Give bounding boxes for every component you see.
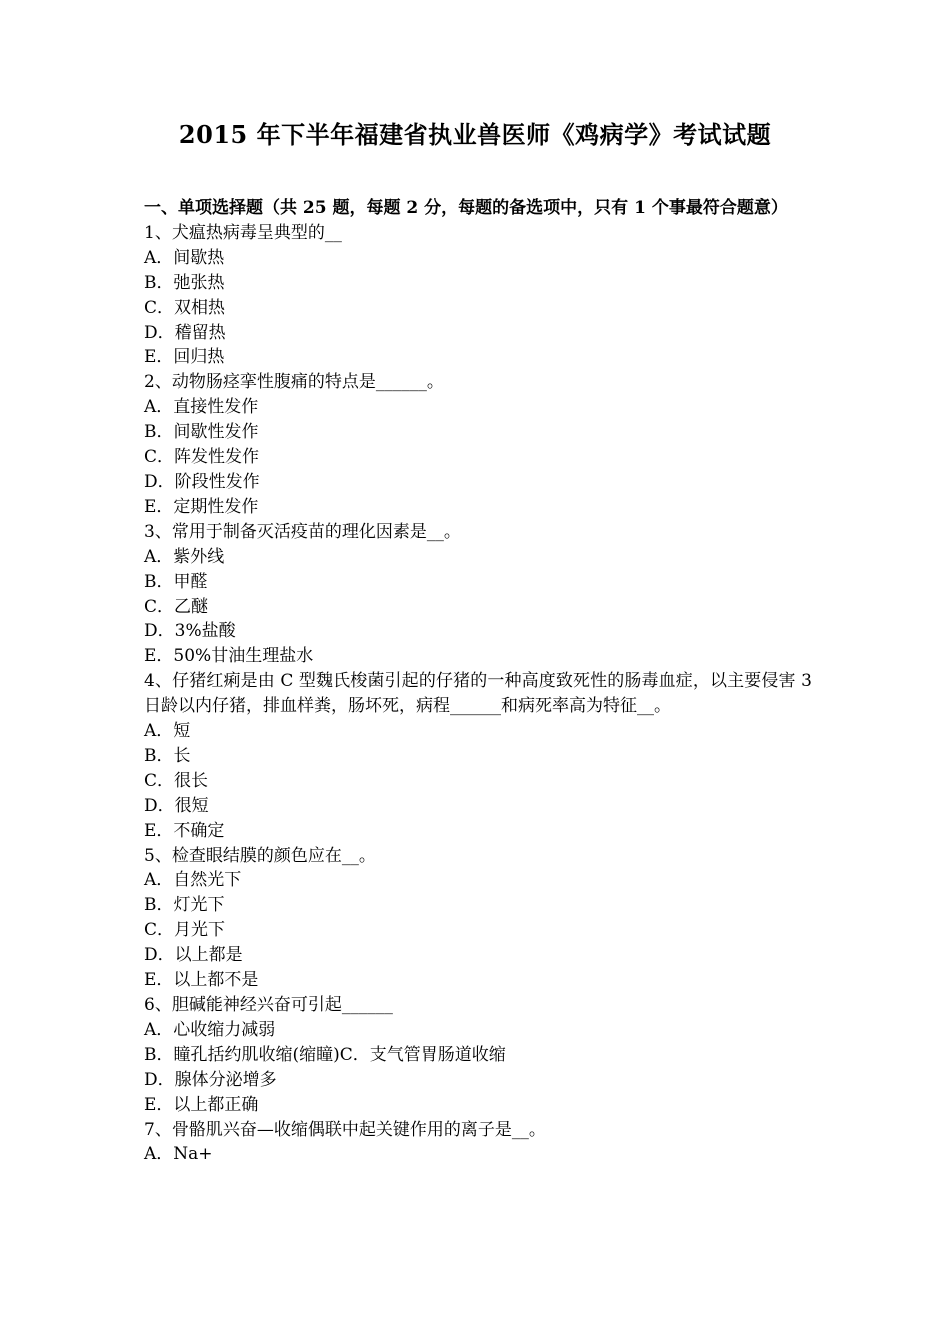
- question-text: 2、动物肠痉挛性腹痛的特点是______。: [144, 372, 444, 393]
- option-item: A．心收缩力减弱: [144, 1019, 276, 1040]
- option-item: D．腺体分泌增多: [144, 1069, 277, 1090]
- document-title: 2015 年下半年福建省执业兽医师《鸡病学》考试试题: [178, 120, 772, 149]
- question-text: 6、胆碱能神经兴奋可引起______: [144, 995, 393, 1015]
- question-block: [144, 1118, 812, 1168]
- section-heading: 一、单项选择题（共 25 题，每题 2 分，每题的备选项中，只有 1 个事最符合题意）: [144, 198, 788, 218]
- question-text: 5、检查眼结膜的颜色应在__。: [144, 845, 376, 866]
- option-item: D．以上都是: [144, 945, 243, 966]
- option-item: E．以上都正确: [144, 1094, 259, 1115]
- option-item: D．阶段性发作: [144, 471, 260, 492]
- question-block: [144, 370, 812, 519]
- option-item: B．间歇性发作: [144, 422, 259, 443]
- option-item: A．紫外线: [144, 546, 225, 567]
- question-block: [144, 993, 812, 1118]
- option-item: B．灯光下: [144, 895, 225, 916]
- option-item: B．长: [144, 745, 191, 766]
- option-item: A．自然光下: [144, 870, 242, 891]
- question-block: [144, 221, 812, 370]
- option-item: E．50%甘油生理盐水: [144, 646, 314, 667]
- option-item: C．月光下: [144, 920, 226, 941]
- question-block: [144, 844, 812, 993]
- option-item: C．很长: [144, 770, 209, 791]
- question-text: 3、常用于制备灭活疫苗的理化因素是__。: [144, 521, 461, 542]
- option-item: C．阵发性发作: [144, 447, 260, 468]
- question-block: [144, 669, 812, 843]
- option-item: B．瞳孔括约肌收缩(缩瞳)C．支气管胃肠道收缩: [144, 1044, 506, 1065]
- option-item: B．弛张热: [144, 272, 225, 293]
- option-item: A．短: [144, 721, 191, 742]
- option-item: A．Na+: [144, 1144, 213, 1165]
- option-item: A．直接性发作: [144, 397, 259, 418]
- option-item: C．乙醚: [144, 596, 209, 617]
- option-item: B．甲醛: [144, 571, 208, 592]
- option-item: C．双相热: [144, 297, 226, 318]
- question-block: [144, 520, 812, 669]
- option-item: D．稽留热: [144, 322, 226, 343]
- question-text: 1、犬瘟热病毒呈典型的__: [144, 222, 342, 243]
- document-body: [144, 196, 812, 1167]
- question-text: 7、骨骼肌兴奋—收缩偶联中起关键作用的离子是__。: [144, 1119, 546, 1140]
- question-text: 4、仔猪红痢是由 C 型魏氏梭菌引起的仔猪的一种高度致死性的肠毒血症，以主要侵害 3 日龄以内仔猪，排血样粪，肠坏死，病程______和病死率高为特征__。: [144, 671, 812, 717]
- option-item: A．间歇热: [144, 247, 225, 268]
- option-item: E．以上都不是: [144, 970, 259, 991]
- option-item: E．定期性发作: [144, 496, 259, 517]
- option-item: E．不确定: [144, 820, 225, 841]
- option-item: E．回归热: [144, 347, 225, 368]
- option-item: D．很短: [144, 795, 209, 816]
- option-item: D．3%盐酸: [144, 621, 236, 642]
